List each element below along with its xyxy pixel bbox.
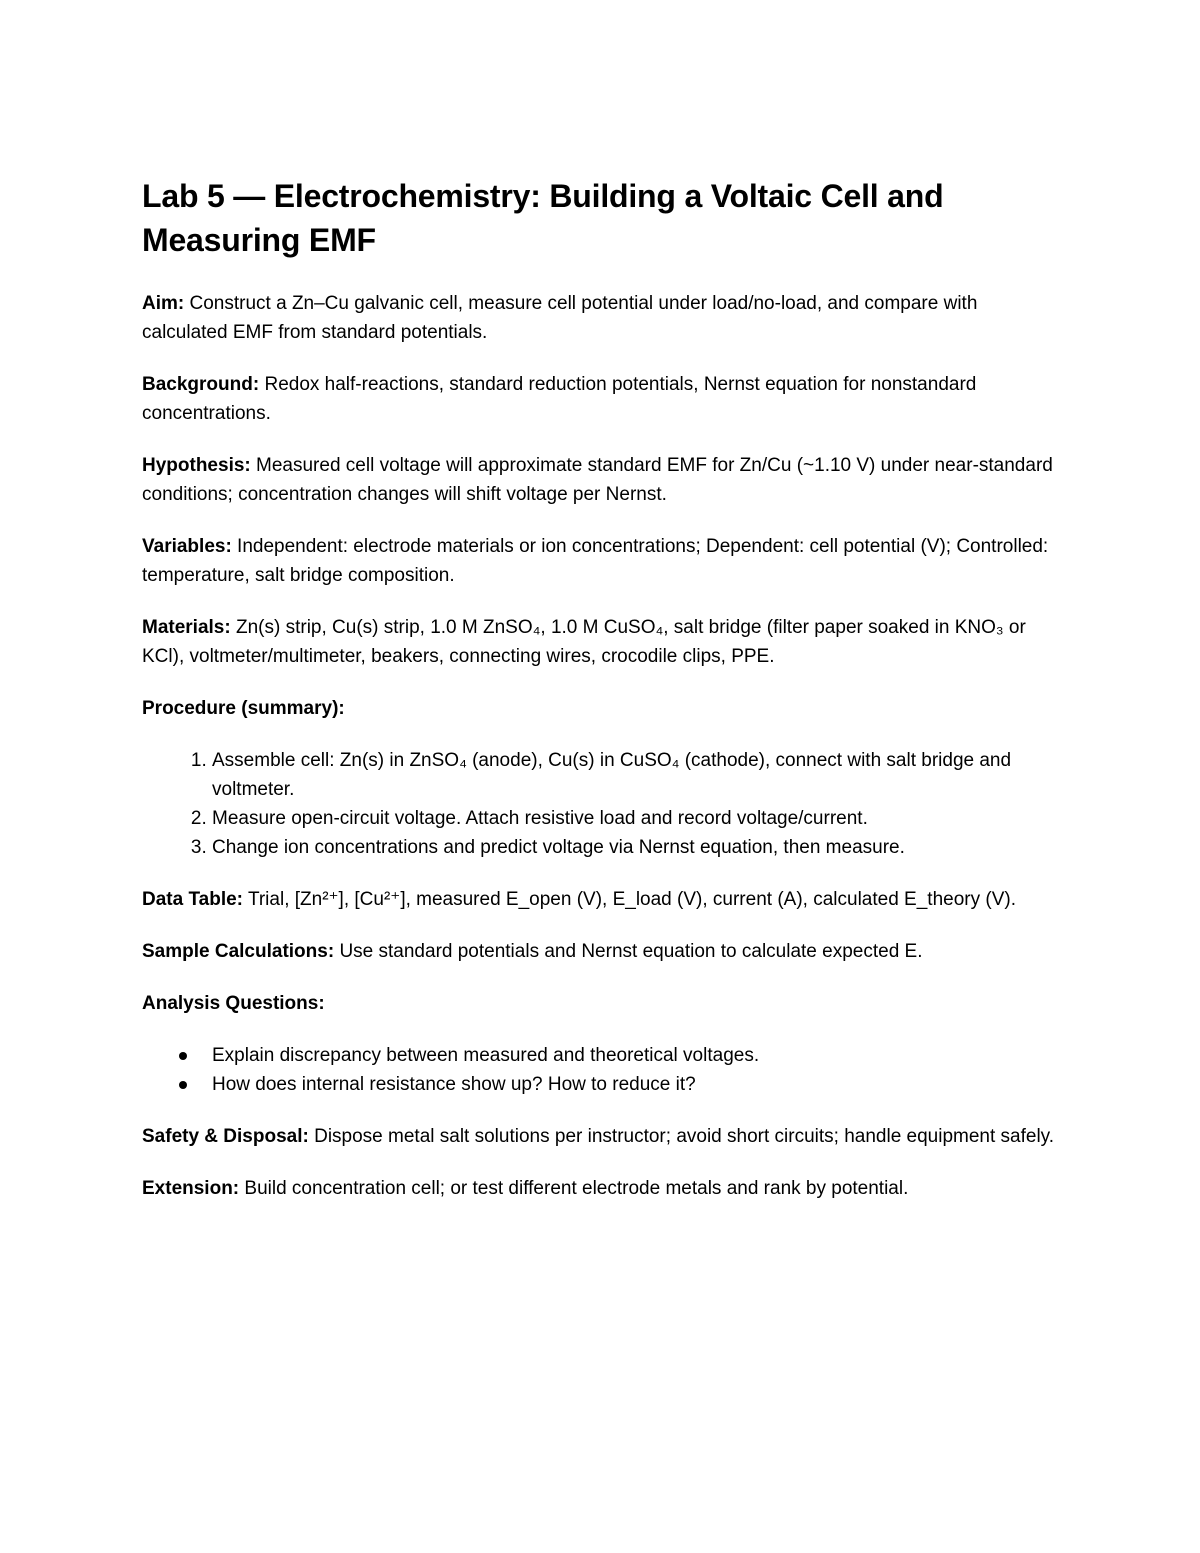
- list-item: [212, 1070, 1062, 1099]
- extension-text: Build concentration cell; or test different electrode metals and rank by potential.: [239, 1178, 909, 1199]
- analysis-list: [142, 1041, 1062, 1099]
- data-table-label: Data Table:: [142, 889, 244, 910]
- list-item: [212, 1041, 1062, 1070]
- background-paragraph: [142, 370, 1062, 428]
- document-page: [142, 174, 1062, 1226]
- safety-text: Dispose metal salt solutions per instructor; avoid short circuits; handle equipment safely.: [308, 1126, 1055, 1147]
- background-text: Redox half-reactions, standard reduction potentials, Nernst equation for nonstandard concentrations.: [142, 374, 977, 424]
- sample-calculations-text: Use standard potentials and Nernst equation to calculate expected E.: [334, 941, 923, 962]
- procedure-list: [142, 746, 1062, 862]
- aim-label: Aim:: [142, 293, 185, 314]
- analysis-heading: Analysis Questions:: [142, 993, 325, 1014]
- materials-label: Materials:: [142, 617, 231, 638]
- procedure-step: 3. Change ion concentrations and predict voltage via Nernst equation, then measure.: [212, 833, 1062, 862]
- procedure-step: 1. Assemble cell: Zn(s) in ZnSO₄ (anode), Cu(s) in CuSO₄ (cathode), connect with salt bridge and voltmeter.: [212, 746, 1062, 804]
- safety-label: Safety & Disposal:: [142, 1126, 309, 1147]
- hypothesis-text: Measured cell voltage will approximate standard EMF for Zn/Cu (~1.10 V) under near-standard conditions; concentration changes will shift voltage per Nernst.: [142, 455, 1053, 505]
- data-table-paragraph: [142, 885, 1062, 914]
- materials-paragraph: [142, 613, 1062, 671]
- data-table-text: Trial, [Zn²⁺], [Cu²⁺], measured E_open (V), E_load (V), current (A), calculated E_theory (V).: [243, 889, 1016, 910]
- aim-paragraph: [142, 289, 1062, 347]
- materials-text: Zn(s) strip, Cu(s) strip, 1.0 M ZnSO₄, 1.0 M CuSO₄, salt bridge (filter paper soaked in KNO₃ or KCl), voltmeter/multimeter, beakers, connecting wires, crocodile clips, PPE.: [142, 617, 1026, 667]
- analysis-question: How does internal resistance show up? How to reduce it?: [212, 1074, 696, 1095]
- sample-calculations-label: Sample Calculations:: [142, 941, 335, 962]
- variables-text: Independent: electrode materials or ion concentrations; Dependent: cell potential (V); Controlled: temperature, salt bridge composition.: [142, 536, 1049, 586]
- hypothesis-label: Hypothesis:: [142, 455, 251, 476]
- procedure-step: 2. Measure open-circuit voltage. Attach resistive load and record voltage/current.: [212, 804, 1062, 833]
- safety-paragraph: [142, 1122, 1062, 1151]
- variables-label: Variables:: [142, 536, 232, 557]
- analysis-question: Explain discrepancy between measured and theoretical voltages.: [212, 1045, 760, 1066]
- procedure-heading: Procedure (summary):: [142, 698, 345, 719]
- background-label: Background:: [142, 374, 260, 395]
- hypothesis-paragraph: [142, 451, 1062, 509]
- extension-paragraph: [142, 1174, 1062, 1203]
- page-title: Lab 5 — Electrochemistry: Building a Voltaic Cell and Measuring EMF: [142, 178, 944, 258]
- bullet-icon: [179, 1081, 187, 1089]
- sample-calculations-paragraph: [142, 937, 1062, 966]
- variables-paragraph: [142, 532, 1062, 590]
- aim-text: Construct a Zn–Cu galvanic cell, measure cell potential under load/no-load, and compare with calculated EMF from standard potentials.: [142, 293, 978, 343]
- bullet-icon: [179, 1052, 187, 1060]
- extension-label: Extension:: [142, 1178, 240, 1199]
